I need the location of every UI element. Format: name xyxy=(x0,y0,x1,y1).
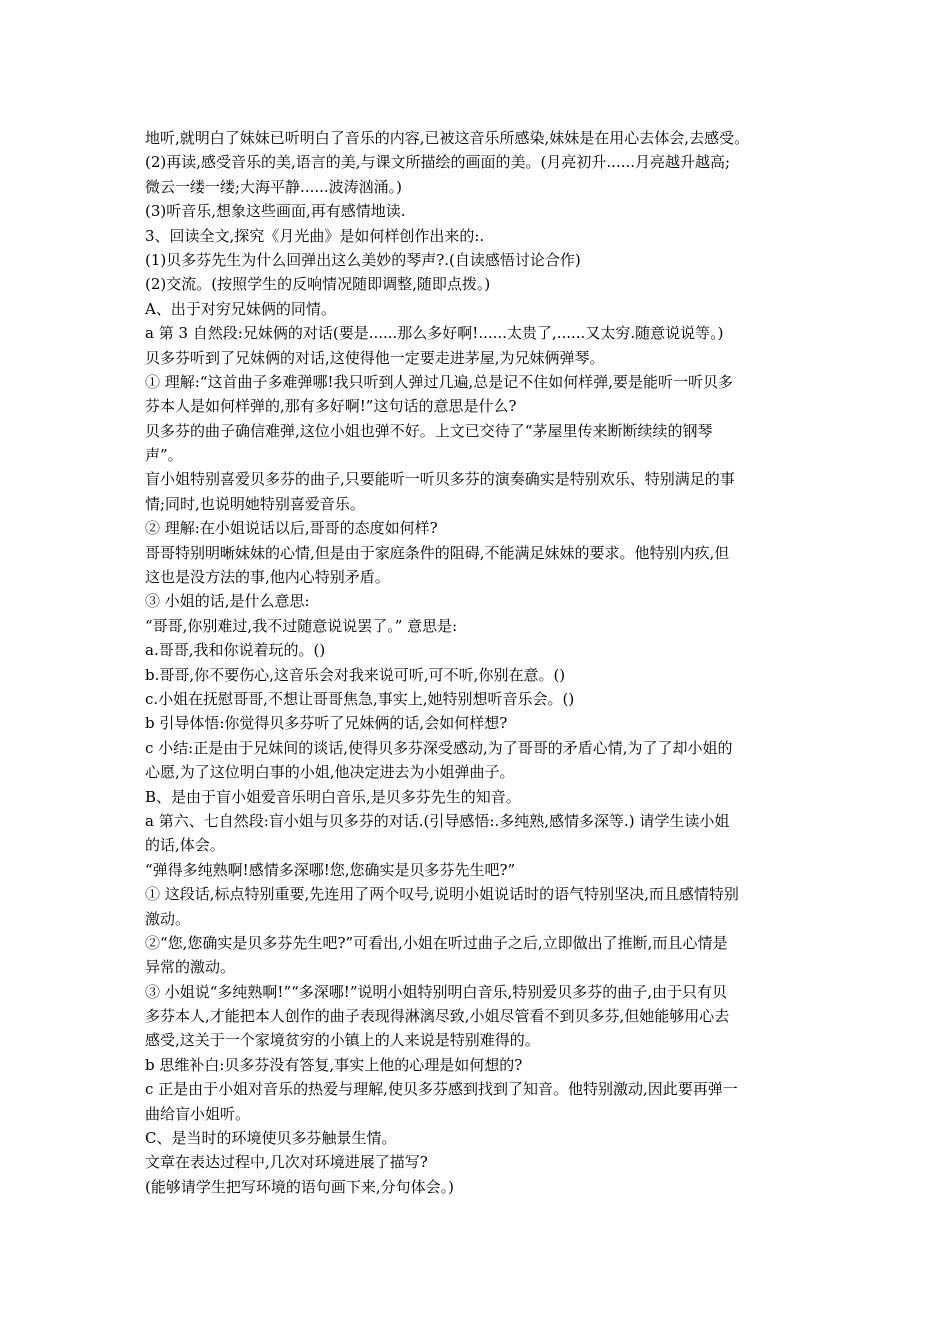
text-line: (能够请学生把写环境的语句画下来,分句体会。) xyxy=(145,1177,454,1196)
text-line: 异常的激动。 xyxy=(145,958,236,977)
paragraph xyxy=(145,1077,815,1126)
text-line: 盲小姐特别喜爱贝多芬的曲子,只要能听一听贝多芬的演奏确实是特别欢乐、特别满足的事 xyxy=(145,470,735,489)
text-line: a 第六、七自然段:盲小姐与贝多芬的对话.(引导感悟:.多纯熟,感情多深等.) 请学生读小姐 xyxy=(145,811,730,830)
paragraph xyxy=(145,589,815,613)
text-line: 贝多芬的曲子确信难弹,这位小姐也弹不好。上文已交待了“茅屋里传来断断续续的钢琴 xyxy=(145,421,713,440)
text-line: 声”。 xyxy=(145,446,183,465)
text-line: c 小结:正是由于兄妹间的谈话,使得贝多芬深受感动,为了哥哥的矛盾心情,为了了却小姐的 xyxy=(145,738,733,757)
paragraph xyxy=(145,980,815,1053)
text-line: b 引导体悟:你觉得贝多芬听了兄妹俩的话,会如何样想? xyxy=(145,714,508,733)
text-line: ③ 小姐说“多纯熟啊!”“多深哪!”说明小姐特别明白音乐,特别爱贝多芬的曲子,由于只有贝 xyxy=(145,982,728,1001)
text-line: b.哥哥,你不要伤心,这音乐会对我来说可听,可不听,你别在意。() xyxy=(145,665,566,684)
text-line: ② 理解:在小姐说话以后,哥哥的态度如何样? xyxy=(145,519,438,538)
paragraph xyxy=(145,687,815,711)
text-line: 情;同时,也说明她特别喜爱音乐。 xyxy=(145,494,365,513)
paragraph xyxy=(145,248,815,272)
text-line: 曲给盲小姐听。 xyxy=(145,1104,251,1123)
paragraph xyxy=(145,638,815,662)
text-line: 3、回读全文,探究《月光曲》是如何样创作出来的:. xyxy=(145,226,485,245)
paragraph xyxy=(145,370,815,419)
paragraph xyxy=(145,736,815,785)
text-line: 激动。 xyxy=(145,909,191,928)
paragraph xyxy=(145,150,815,199)
text-line: B、是由于盲小姐爱音乐明白音乐,是贝多芬先生的知音。 xyxy=(145,787,521,806)
paragraph xyxy=(145,1175,815,1199)
paragraph xyxy=(145,663,815,687)
text-line: 这也是没方法的事,他内心特别矛盾。 xyxy=(145,568,390,587)
text-line: a 第 3 自然段:兄妹俩的对话(要是......那么多好啊!......太贵了,......又太穷.随意说说等。) xyxy=(145,324,724,343)
paragraph xyxy=(145,858,815,882)
paragraph xyxy=(145,809,815,858)
paragraph xyxy=(145,541,815,590)
paragraph xyxy=(145,1126,815,1150)
text-line: (3)听音乐,想象这些画面,再有感情地读. xyxy=(145,202,406,221)
text-line: (2)再读,感受音乐的美,语言的美,与课文所描绘的画面的美。(月亮初升......月亮越升越高; xyxy=(145,153,731,172)
paragraph xyxy=(145,321,815,345)
text-line: C、是当时的环境使贝多芬触景生情。 xyxy=(145,1129,397,1148)
paragraph xyxy=(145,1053,815,1077)
paragraph xyxy=(145,346,815,370)
paragraph xyxy=(145,614,815,638)
paragraph xyxy=(145,297,815,321)
text-line: 地听,就明白了妹妹已听明白了音乐的内容,已被这音乐所感染,妹妹是在用心去体会,去感受。 xyxy=(145,129,750,147)
text-line: b 思维补白:贝多芬没有答复,事实上他的心理是如何想的? xyxy=(145,1055,523,1074)
paragraph xyxy=(145,785,815,809)
text-line: 多芬本人,才能把本人创作的曲子表现得淋漓尽致,小姐尽管看不到贝多芬,但她能够用心去 xyxy=(145,1007,730,1026)
paragraph xyxy=(145,224,815,248)
text-line: ③ 小姐的话,是什么意思: xyxy=(145,592,310,611)
text-line: 哥哥特别明晰妹妹的心情,但是由于家庭条件的阻碍,不能满足妹妹的要求。他特别内疚,但 xyxy=(145,543,730,562)
paragraph xyxy=(145,126,815,150)
paragraph xyxy=(145,516,815,540)
paragraph xyxy=(145,419,815,468)
text-line: ②“您,您确实是贝多芬先生吧?”可看出,小姐在听过曲子之后,立即做出了推断,而且心情是 xyxy=(145,933,728,952)
paragraph xyxy=(145,199,815,223)
text-line: (1)贝多芬先生为什么回弹出这么美妙的琴声?.(自读感悟讨论合作) xyxy=(145,250,581,269)
paragraph xyxy=(145,711,815,735)
paragraph xyxy=(145,467,815,516)
text-line: c.小姐在抚慰哥哥,不想让哥哥焦急,事实上,她特别想听音乐会。() xyxy=(145,689,575,708)
text-line: ① 这段话,标点特别重要,先连用了两个叹号,说明小姐说话时的语气特别坚决,而且感情特别 xyxy=(145,885,739,904)
text-line: c 正是由于小姐对音乐的热爱与理解,使贝多芬感到找到了知音。他特别激动,因此要再弹一 xyxy=(145,1080,738,1099)
text-line: ① 理解:“这首曲子多难弹哪!我只听到人弹过几遍,总是记不住如何样弹,要是能听一听贝多 xyxy=(145,372,734,391)
text-line: “哥哥,你别难过,我不过随意说说罢了。” 意思是: xyxy=(145,616,458,635)
text-line: 文章在表达过程中,几次对环境进展了描写? xyxy=(145,1153,428,1172)
paragraph xyxy=(145,272,815,296)
paragraph xyxy=(145,1150,815,1174)
text-line: 心愿,为了这位明白事的小姐,他决定进去为小姐弹曲子。 xyxy=(145,763,515,782)
text-line: 微云一缕一缕;大海平静......波涛汹涌。) xyxy=(145,177,403,196)
text-line: (2)交流。(按照学生的反响情况随即调整,随即点拨。) xyxy=(145,275,491,294)
text-line: 的话,体会。 xyxy=(145,836,225,855)
text-line: “弹得多纯熟啊!感情多深哪!您,您确实是贝多芬先生吧?” xyxy=(145,860,516,879)
text-line: A、出于对穷兄妹俩的同情。 xyxy=(145,299,336,318)
document-body xyxy=(145,126,815,1199)
text-line: 贝多芬听到了兄妹俩的对话,这使得他一定要走进茅屋,为兄妹俩弹琴。 xyxy=(145,348,605,367)
paragraph xyxy=(145,931,815,980)
text-line: 感受,这关于一个家境贫穷的小镇上的人来说是特别难得的。 xyxy=(145,1031,540,1050)
paragraph xyxy=(145,882,815,931)
text-line: 芬本人是如何样弹的,那有多好啊!”这句话的意思是什么? xyxy=(145,397,517,416)
text-line: a.哥哥,我和你说着玩的。() xyxy=(145,641,326,660)
